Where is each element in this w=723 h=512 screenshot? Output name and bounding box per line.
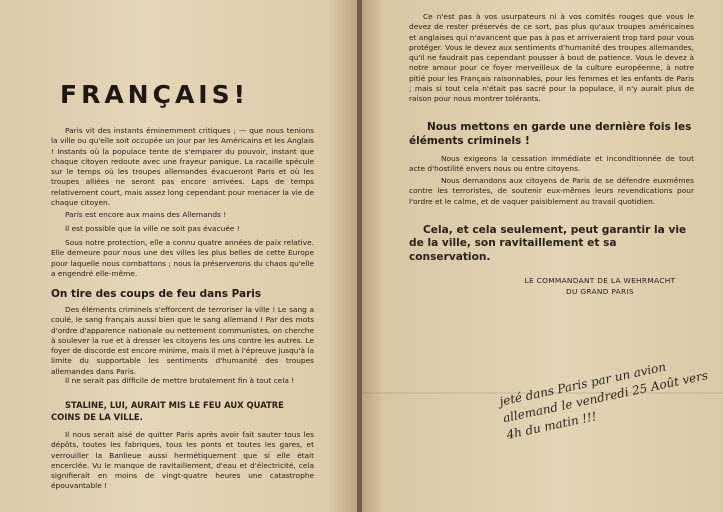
shots-fired-subheading: On tire des coups de feu dans Paris: [51, 288, 262, 300]
left-paragraph-6: Il ne serait pas difficile de mettre brutalement fin à tout cela !: [65, 376, 295, 385]
left-paragraph-7: Il nous serait aisé de quitter Paris après avoir fait sauter tous les dépôts, toutes les fabriques, tous les ponts et toutes les gares, et verrouiller la Banlieue aussi hermétiquement que si elle était encerclée. Vu le manque de ravitaillement, d'eau et d'électricité, cela signifierait en moins de vingt-quatre heures une catastrophe épouvantable !: [51, 430, 314, 491]
left-paragraph-2: Paris est encore aux mains des Allemands !: [65, 210, 227, 219]
left-paragraph-5: Des éléments criminels s'efforcent de terroriser la ville ! Le sang a coulé, le sang français aussi bien que le sang allemand ! Par des mots d'ordre d'apparence nationale ou nettement communistes, on cherche à soulever la rue et à dresser les citoyens les uns contre les autres. Le foyer de discorde est encore minime, mais il met à l'épreuve jusqu'à la limite du supportable les sentiments d'humanité des troupes allemandes dans Paris.: [51, 305, 314, 376]
signature-line-2: DU GRAND PARIS: [566, 287, 634, 296]
left-paragraph-3: Il est possible que la ville ne soit pas évacuée !: [65, 224, 240, 233]
left-page: [0, 0, 357, 512]
page-headline: FRANÇAIS!: [60, 80, 250, 109]
right-paragraph-3: Nous demandons aux citoyens de Paris de se défendre euxmêmes contre les terroristes, de soutenir eux-mêmes leurs revendications pour l'ordre et le calme, et de vaquer paisiblement au travail quotidien.: [409, 176, 694, 206]
warning-heading: Nous mettons en garde une dernière fois les éléments criminels !: [409, 121, 692, 147]
closing-statement: Cela, et cela seulement, peut garantir la vie de la ville, son ravitaillement et sa conservation.: [409, 224, 687, 263]
handwritten-note: jeté dans Paris par un avion allemand le vendredi 25 Août vers 4h du matin !!!: [498, 359, 710, 442]
left-paragraph-1: Paris vit des instants éminemment critiques ; — que nous tenions la ville ou qu'elle soit occupée un jour par les Américains et les Anglais ! Instants où la populace tente de s'emparer du pouvoir, instant que chaque citoyen redoute avec une frayeur panique. La racaille spécule sur le temps où les troupes allemandes évacueront Paris et où les troupes alliées ne seront pas encore arrivées. Laps de temps relativement court, mais assez long cependant pour menacer la vie de chaque citoyen.: [51, 126, 314, 208]
stalin-caps-heading: STALINE, LUI, AURAIT MIS LE FEU AUX QUATRE COINS DE LA VILLE.: [51, 400, 284, 422]
left-paragraph-4: Sous notre protection, elle a connu quatre années de paix relative. Elle demeure pour nous une des villes les plus belles de cette Europe pour laquelle nous combattons ; nous la préserverons du chaos qu'elle a engendré elle-même.: [51, 238, 314, 278]
right-paragraph-2: Nous exigeons la cessation immédiate et inconditionnée de tout acte d'hostilité envers nous ou entre citoyens.: [409, 154, 694, 174]
right-paragraph-1: Ce n'est pas à vos usurpateurs ni à vos comités rouges que vous le devez de rester préservés de ce sort, pas plus qu'aux troupes américaines et anglaises qui n'avancent que pas à pas et arriveraient trop tard pour vous protéger. Vous le devez aux sentiments d'humanité des troupes allemandes, qu'il ne faudrait pas cependant pousser à bout de patience. Vous le devez à notre amour pour ce foyer merveilleux de la culture européenne, à notre pitié pour les Français raisonnables, pour les femmes et les enfants de Paris ; mais si tout cela n'était pas sacré pour la populace, il n'y aurait plus de raison pour nous montrer tolérants.: [409, 12, 694, 104]
signature-line-1: LE COMMANDANT DE LA WEHRMACHT: [524, 276, 676, 285]
